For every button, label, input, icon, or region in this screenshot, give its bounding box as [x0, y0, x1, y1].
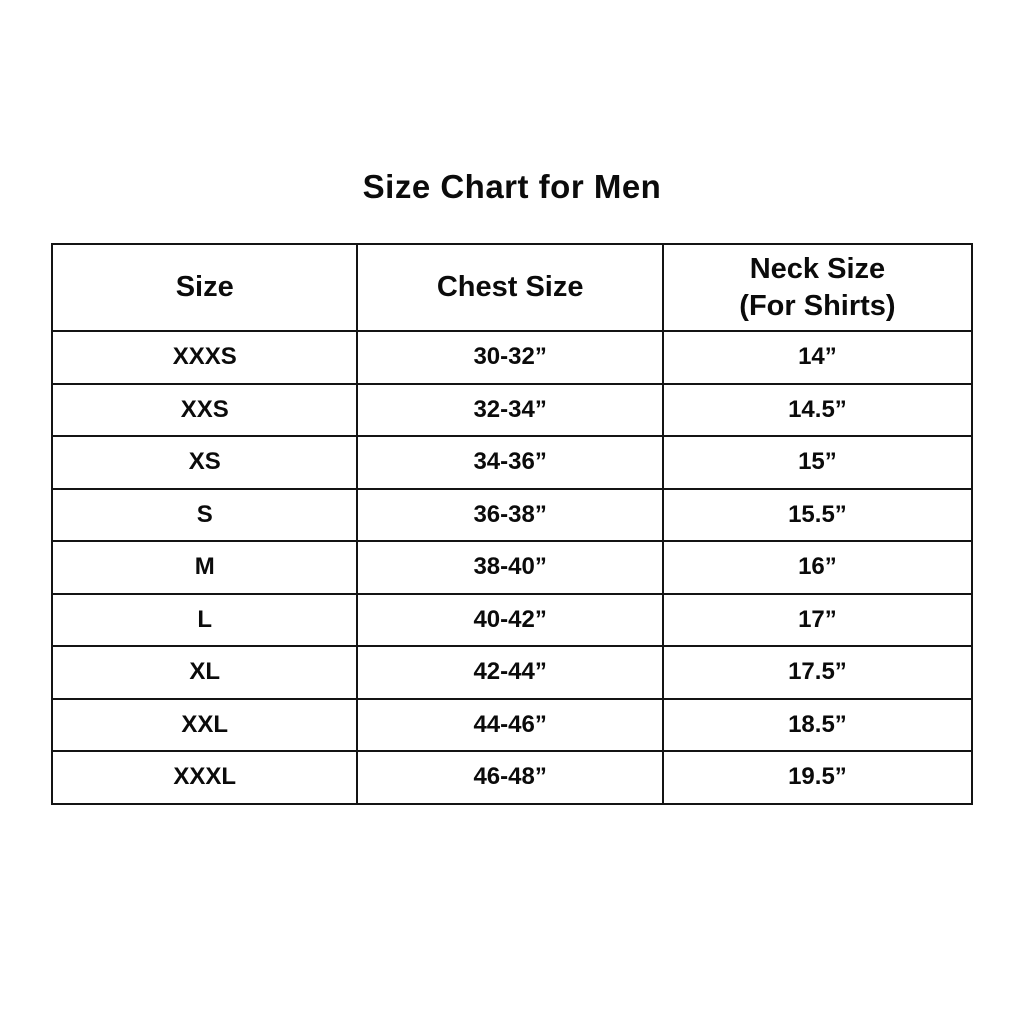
chest-size-cell: 30-32”: [357, 331, 662, 384]
neck-size-cell: 18.5”: [663, 699, 972, 752]
chest-size-cell: 40-42”: [357, 594, 662, 647]
table-row: [52, 384, 972, 437]
chest-size-cell: 44-46”: [357, 699, 662, 752]
table-row: [52, 489, 972, 542]
neck-size-cell: 15.5”: [663, 489, 972, 542]
neck-size-cell: 17”: [663, 594, 972, 647]
table-row: [52, 331, 972, 384]
size-chart-table: [51, 243, 973, 805]
chest-size-cell: 38-40”: [357, 541, 662, 594]
size-cell: M: [52, 541, 357, 594]
chest-size-cell: 42-44”: [357, 646, 662, 699]
header-chest-size: [357, 244, 662, 331]
chest-size-cell: 46-48”: [357, 751, 662, 804]
header-row: [52, 244, 972, 331]
size-cell: XS: [52, 436, 357, 489]
neck-size-cell: 15”: [663, 436, 972, 489]
table-row: [52, 699, 972, 752]
size-cell: L: [52, 594, 357, 647]
header-neck-size-sublabel: (For Shirts): [739, 289, 896, 322]
chest-size-cell: 34-36”: [357, 436, 662, 489]
size-cell: XXS: [52, 384, 357, 437]
neck-size-cell: 14.5”: [663, 384, 972, 437]
neck-size-cell: 17.5”: [663, 646, 972, 699]
size-cell: XXXS: [52, 331, 357, 384]
page-title: Size Chart for Men: [362, 168, 662, 205]
table-row: [52, 751, 972, 804]
chest-size-cell: 36-38”: [357, 489, 662, 542]
table-row: [52, 594, 972, 647]
neck-size-cell: 16”: [663, 541, 972, 594]
size-cell: XXL: [52, 699, 357, 752]
chest-size-cell: 32-34”: [357, 384, 662, 437]
header-chest-size-label: Chest Size: [436, 271, 584, 304]
header-size: [52, 244, 357, 331]
table-row: [52, 541, 972, 594]
table-row: [52, 646, 972, 699]
table-row: [52, 436, 972, 489]
size-cell: XL: [52, 646, 357, 699]
size-cell: S: [52, 489, 357, 542]
header-neck-size-label: Neck Size: [749, 253, 886, 286]
header-neck-size: [663, 244, 972, 331]
neck-size-cell: 19.5”: [663, 751, 972, 804]
header-size-label: Size: [175, 271, 234, 304]
neck-size-cell: 14”: [663, 331, 972, 384]
size-cell: XXXL: [52, 751, 357, 804]
